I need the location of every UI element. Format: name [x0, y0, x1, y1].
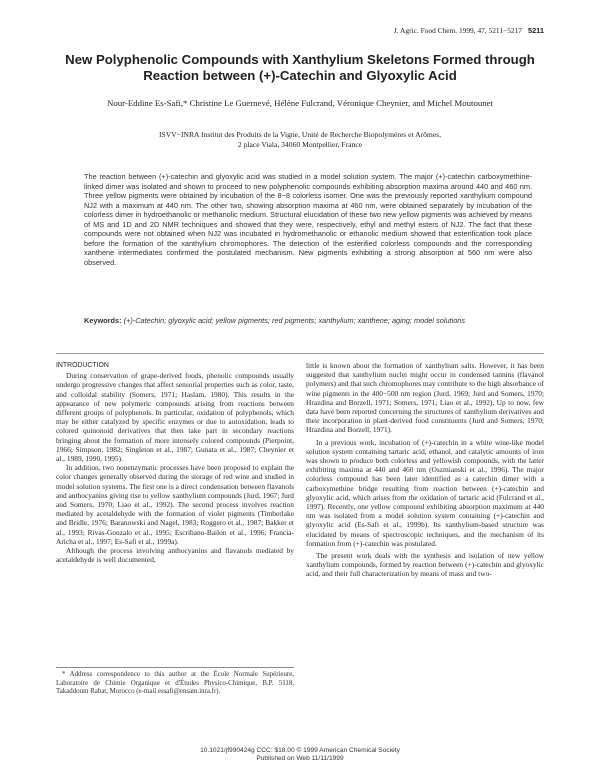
- keywords-text: (+)-Catechin; glyoxylic acid; yellow pigments; red pigments; xanthylium; xanthene; aging; model solutions: [123, 316, 466, 325]
- doi-copyright: 10.1021/jf990424g CCC: $18.00 © 1999 American Chemical Society: [200, 747, 400, 754]
- author-list: Nour-Eddine Es-Safi,* Christine Le Guernevé, Hélène Fulcrand, Véronique Cheynier, and Michel Moutounet: [106, 98, 494, 108]
- journal-citation: J. Agric. Food Chem. 1999, 47, 5211−5217: [393, 26, 522, 35]
- affiliation: [60, 130, 540, 150]
- affiliation-line-1: ISVV−INRA Institut des Produits de la Vigne, Unité de Recherche Biopolymères et Arômes,: [158, 130, 442, 139]
- paragraph: During conservation of grape-derived foods, phenolic compounds usually undergo progressive changes that affect sensorial properties such as color, taste, and colloidal stability (Somers, 1971; Haslam, 1980). This results in the appearance of new polymeric compounds arising from reactions between different groups of polyphenols. In particular, oxidation of polyphenols, which may be either catalyzed by specific enzymes or due to autoxidation, leads to colored quinonoid derivatives that then take part in secondary reactions bringing about the formation of more intensely colored compounds (Pierpoint, 1966; Simpson, 1982; Singleton et al., 1987; Gunata et al., 1987; Cheynier et al., 1989, 1990, 1995).: [56, 371, 294, 464]
- abstract: The reaction between (+)-catechin and glyoxylic acid was studied in a model solution system. The major (+)-catechin carboxymethine-linked dimer was isolated and shown to proceed to new polyphenolic compounds exhibiting absorption maxima around 440 and 460 nm. Three yellow pigments were obtained by incubation of the 8−8 colorless isomer. One was the previously reported xanthylium compound NJ2 with a maximum at 440 nm. The other two, showing absorption maxima at 460 nm, were obtained separately by incubation of the colorless dimer in hydroethanolic or methanolic medium. Structural elucidation of these two new yellow pigments was achieved by means of MS and 1D and 2D NMR techniques and showed that they were, respectively, ethyl and methyl esters of NJ2. The fact that these compounds were not obtained when NJ2 was incubated in hydromethanolic or ethanolic medium showed that esterification took place before the formation of the xanthylium chromophores. The detection of the esterified colorless compounds and the corresponding xanthene intermediates confirmed the postulated mechanism. New pigments exhibiting a strong absorption at 560 nm were also observed.: [84, 172, 532, 267]
- section-heading: INTRODUCTION: [56, 362, 109, 369]
- paragraph: little is known about the formation of xanthylium salts. However, it has been suggested that xanthylium nuclei might occur in condensed tannins (flavanol polymers) and that such chromophores may contribute to the high absorbance of wine pigments in the 400−500 nm region (Jurd, 1969; Jurd and Somers, 1970; Hrazdina and Borzell, 1971; Somers, 1971; Liao et al., 1992). Up to now, few data have been reported concerning the structures of xanthylium derivatives and their incorporation in plant-derived food constituents (Jurd and Somers, 1970; Hrazdina and Borzell, 1971).: [306, 361, 544, 435]
- right-column: [306, 361, 544, 579]
- page-footer: [0, 747, 600, 763]
- affiliation-line-2: 2 place Viala, 34060 Montpellier, France: [237, 140, 363, 149]
- correspondence-footnote: [56, 671, 294, 697]
- footnote-text: * Address correspondence to this author at the École Normale Supérieure, Laboratoire de Chimie Organique et d'Études Physico-Chimique, B.P. 5118, Takaddoum Rabat, Morocco (e-mail essafi@ensam.inra.fr).: [56, 671, 294, 696]
- paragraph: In a previous work, incubation of (+)-catechin in a white wine-like model solution system containing tartaric acid, ethanol, and catalytic amounts of iron was shown to produce both colorless and yellowish compounds, with the latter exhibiting maxima at 440 and 460 nm (Oszmianski et al., 1996). The major colorless compound has been later identified as a catechin dimer with a carboxymethine bridge resulting from reaction between (+)-catechin and glyoxylic acid, which arises from the oxidation of tartaric acid (Fulcrand et al., 1997). Recently, one yellow compound exhibiting absorption maximum at 440 nm was isolated from a model solution system containing (+)-catechin and glyoxylic acid (Es-Safi et al., 1999b). Its xanthylium-based structure was elucidated by means of spectroscopic techniques, and the mechanism of its formation from (+)-catechin was postulated.: [306, 437, 544, 548]
- footnote-divider: [56, 667, 294, 668]
- paragraph: In addition, two nonenzymatic processes have been proposed to explain the color changes generally observed during the storage of red wine and studied in model solution systems. The first one is a direct condensation between flavanols and anthocyanins giving rise to yellow xanthylium compounds (Jurd, 1967; Jurd and Somers, 1970; Liao et al., 1992). The second process involves reaction mediated by acetaldehyde with the formation of violet pigments (Timberlake and Bridle, 1976; Baranowski and Nagel, 1983; Roggero et al., 1987; Bakker et al., 1993; Rivas-Gonzalo et al., 1995; Escribano-Bailon et al., 1996; Francia-Aricha et al., 1997; Es-Safi et al., 1999a).: [56, 463, 294, 546]
- article-title: New Polyphenolic Compounds with Xanthylium Skeletons Formed through Reaction between (+)-Catechin and Glyoxylic Acid: [65, 52, 535, 83]
- publication-date: Published on Web 11/11/1999: [256, 755, 344, 763]
- paragraph: Although the process involving anthocyanins and flavanols mediated by acetaldehyde is well documented,: [56, 546, 294, 565]
- keywords: [84, 316, 532, 326]
- keywords-label: Keywords:: [84, 316, 122, 325]
- paragraph: The present work deals with the synthesis and isolation of new yellow xanthylium compounds, formed by reaction between (+)-catechin and glyoxylic acid, and their full characterization by means of mass and two-: [306, 551, 544, 579]
- section-divider: [56, 353, 544, 354]
- page-number: 5211: [527, 26, 544, 35]
- left-column: [56, 361, 294, 564]
